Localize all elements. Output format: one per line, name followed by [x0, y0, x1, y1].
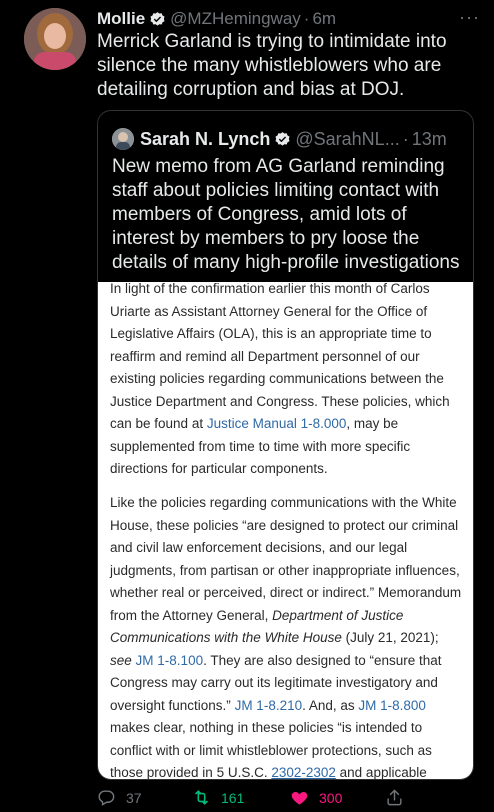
- like-button[interactable]: [290, 788, 342, 807]
- verified-badge-icon: [149, 11, 166, 28]
- quote-header: [112, 127, 463, 151]
- memo-link-jm-1-8-100: JM 1-8.100: [135, 652, 204, 668]
- memo-text: . And, as: [302, 697, 359, 713]
- memo-text: makes clear, nothing in these policies “is intended to conflict with or limit whistleblower protections, such as those provided in 5 U.S.C.: [110, 720, 432, 780]
- memo-paragraph-1: [110, 278, 462, 481]
- reply-button[interactable]: [97, 788, 142, 807]
- quote-author-handle: @SarahNL...: [295, 128, 400, 149]
- heart-icon: [290, 788, 309, 807]
- memo-italic-see: see: [110, 652, 132, 668]
- memo-link-jm-1-8-210: JM 1-8.210: [234, 697, 303, 713]
- tweet-actions: [97, 788, 477, 810]
- memo-link-jm-1-8-800: JM 1-8.800: [358, 697, 426, 713]
- author-avatar[interactable]: [24, 8, 86, 70]
- memo-paragraph-2: [110, 492, 462, 780]
- quote-separator-dot: ·: [402, 128, 409, 149]
- share-button[interactable]: [385, 788, 414, 807]
- memo-text: (July 21, 2021);: [341, 630, 439, 645]
- author-name[interactable]: Mollie: [97, 9, 146, 28]
- retweet-count: 161: [221, 789, 245, 806]
- share-icon: [385, 788, 404, 807]
- more-options-icon[interactable]: ···: [459, 7, 480, 27]
- memo-text: , may be supplemented from time to time with more specific directions for particular components.: [110, 416, 411, 476]
- reply-count: 37: [126, 789, 142, 806]
- memo-text: Like the policies regarding communications with the White House, these policies “are designed to protect our criminal and civil law enforcement decisions, and our legal judgments, from partisan or other inappropriate influences, whether real or perceived, direct or indirect.” Memorandum from the Attorney General,: [110, 495, 462, 623]
- quote-verified-badge-icon: [274, 131, 291, 148]
- separator-dot: ·: [303, 9, 310, 28]
- memo-text: In light of the confirmation earlier this month of Carlos Uriarte as Assistant Attorney General for the Office of Legislative Affairs (OLA), this is an appropriate time to reaffirm and remind all Department personnel of our existing policies regarding communications between the Justice Department and Congress. These policies, which can be found at: [110, 281, 450, 431]
- memo-text: . They are also designed to “ensure that Congress may carry out its legitimate investigatory and oversight functions.”: [110, 652, 442, 713]
- quoted-tweet[interactable]: [97, 110, 474, 780]
- like-count: 300: [319, 789, 343, 806]
- avatar-photo: [24, 8, 86, 70]
- author-handle[interactable]: @MZHemingway: [170, 9, 301, 28]
- tweet-time[interactable]: 6m: [312, 9, 337, 28]
- quote-author-name: Sarah N. Lynch: [140, 128, 271, 149]
- quote-avatar-photo: [112, 128, 134, 150]
- memo-italic-title: Department of Justice Communications with the White House: [110, 607, 404, 645]
- quote-text: New memo from AG Garland reminding staff about policies limiting contact with members of Congress, amid lots of interest by members to pry loose the details of many high-profile investigations: [112, 156, 460, 273]
- reply-icon: [97, 788, 116, 807]
- quote-author-avatar: [112, 128, 134, 150]
- retweet-icon: [192, 788, 211, 807]
- quote-time: 13m: [411, 128, 447, 149]
- memo-text: and applicable: [339, 765, 427, 780]
- tweet-text: Merrick Garland is trying to intimidate into silence the many whistleblowers who are detailing corruption and bias at DOJ.: [97, 31, 447, 100]
- tweet-header: [97, 7, 480, 31]
- retweet-button[interactable]: [192, 788, 244, 807]
- memo-link-usc-2302: 2302-2302: [271, 765, 336, 780]
- memo-image[interactable]: [98, 282, 473, 779]
- memo-link-justice-manual: Justice Manual 1-8.000: [206, 416, 347, 431]
